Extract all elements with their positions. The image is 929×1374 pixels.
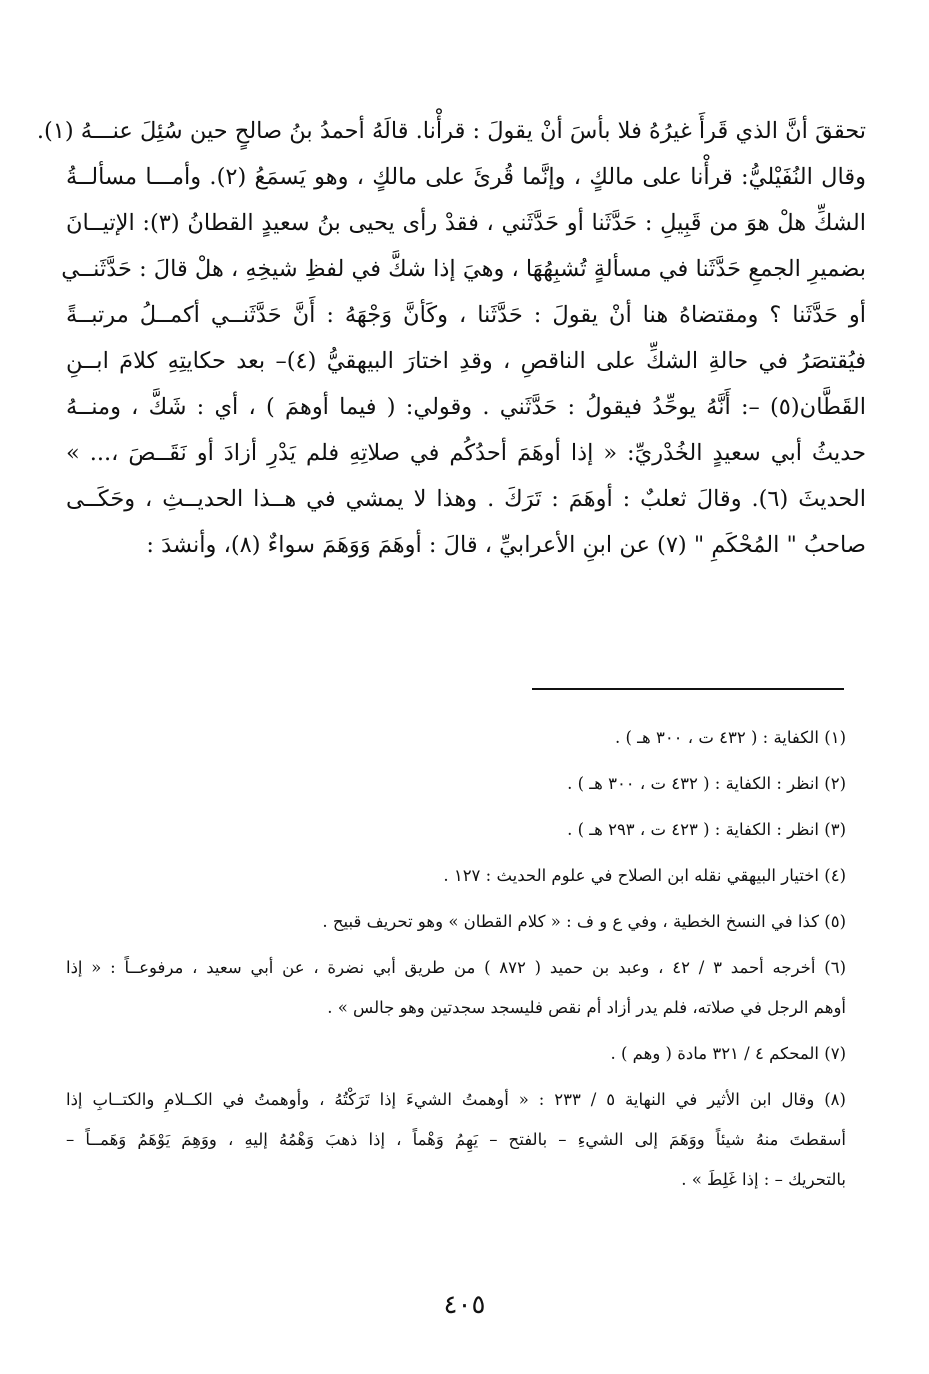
text-line: القَطَّان(٥) –: أَنَّهُ يوحِّدُ فيقولُ : حَدَّثَني . وقولي: ( فيما أوهمَ ) ، أي : شَكَّ ، ومنــهُ [66,394,866,420]
footnote-line: بالتحريك – : إذا غَلِطَ » . [681,1170,846,1189]
text-line: فيُقتصَرُ في حالةِ الشكِّ على الناقصِ ، وقدِ اختارَ البيهقيُّ (٤)– بعد حكايتِهِ كلامَ ابــنِ [66,348,867,374]
footnote-line: (٢) انظر : الكفاية : ( ٤٣٢ ت ، ٣٠٠ هـ ) . [567,774,846,793]
text-line: الحديثَ (٦). وقالَ ثعلبٌ : أوهَمَ : تَرَكَ . وهذا لا يمشي في هــذا الحديــثِ ، وحَكَــى [66,486,866,512]
footnote-4 [66,856,846,896]
footnote-line: أسقطتَ منهُ شيئاً ووَهَمَ إلى الشيءِ – بالفتح – يَهِمُ وَهْماً ، إذا ذهبَ وَهْمُهُ إليهِ ، ووَهِمَ يَوْهَمُ وَهَمــاً – [66,1130,846,1149]
text-line: أو حَدَّثَنا ؟ ومقتضاهُ هنا أنْ يقولَ : حَدَّثَنا ، وكَأنَّ وَجْهَهُ : أَنَّ حَدَّثَنــي أكمــلُ مرتبــةً [66,302,866,328]
text-line: حديثُ أبي سعيدٍ الخُدْريِّ: « إذا أوهَمَ أحدُكُم في صلاتِهِ فلم يَدْرِ أزادَ أو نَقَــصَ ،... » [66,440,866,466]
footnote-line: (٦) أخرجه أحمد ٣ / ٤٢ ، وعبد بن حميد ( ٨٧٢ ) من طريق أبي نضرة ، عن أبي سعيد ، مرفوعــاً : « إذا [66,958,846,977]
footnote-2 [66,764,846,804]
text-line: صاحبُ " المُحْكَمِ " (٧) عن ابنِ الأعرابيِّ ، قالَ : أوهَمَ وَوَهَمَ سواءٌ (٨)، وأنشدَ : [146,532,866,558]
text-line: الشكِّ هلْ هوَ من قَبِيلِ : حَدَّثَنا أو حَدَّثَني ، فقدْ رأى يحيى بنُ سعيدٍ القطانُ (٣): الإتيــانَ [66,210,867,236]
footnote-3 [66,810,846,850]
footnote-line: (١) الكفاية : ( ٤٣٢ ت ، ٣٠٠ هـ ) . [615,728,846,747]
footnote-divider [532,688,844,690]
footnote-line: (٨) وقال ابن الأثير في النهاية ٥ / ٢٣٣ : « أوهمتُ الشيءَ إذا تَرَكْتُهُ ، وأوهمتُ في الكــلامِ والكتــابِ إذا [66,1090,846,1109]
footnote-line: (٣) انظر : الكفاية : ( ٤٢٣ ت ، ٢٩٣ هـ ) . [567,820,846,839]
text-line: بضميرِ الجمعِ حَدَّثَنا في مسألةٍ تُشبِهُهَا ، وهيَ إذا شكَّ في لفظِ شيخِهِ ، هلْ قالَ : حَدَّثَنــي [61,256,866,282]
footnote-5 [66,902,846,942]
footnotes [66,718,846,1206]
text-line: وقال النُفَيْليُّ: قرأْنا على مالكٍ ، وإنَّما قُرئَ على مالكٍ ، وهو يَسمَعُ (٢). وأمـــا مسألــةُ [66,164,866,190]
footnote-line: (٥) كذا في النسخ الخطية ، وفي ع و ف : « كلام القطان » وهو تحريف قبيح . [322,912,846,931]
main-text [36,108,867,568]
footnote-6 [66,948,846,1028]
page-number: ٤٠٥ [443,1290,486,1320]
footnote-line: (٤) اختيار البيهقي نقله ابن الصلاح في علوم الحديث : ١٢٧ . [443,866,846,885]
footnote-line: (٧) المحكم ٤ / ٣٢١ مادة ( وهم ) . [610,1044,846,1063]
footnote-1 [66,718,846,758]
footnote-8 [66,1080,846,1200]
footnote-line: أوهم الرجل في صلاته، فلم يدر أزاد أم نقص فليسجد سجدتين وهو جالس » . [327,998,846,1017]
text-line: تحققَ أنَّ الذي قَرأَ غيرُهُ فلا بأسَ أنْ يقولَ : قرأْنا. قالَهُ أحمدُ بنُ صالحٍ حين سُئِلَ عنـــهُ (١). [36,118,866,144]
footnote-7 [66,1034,846,1074]
